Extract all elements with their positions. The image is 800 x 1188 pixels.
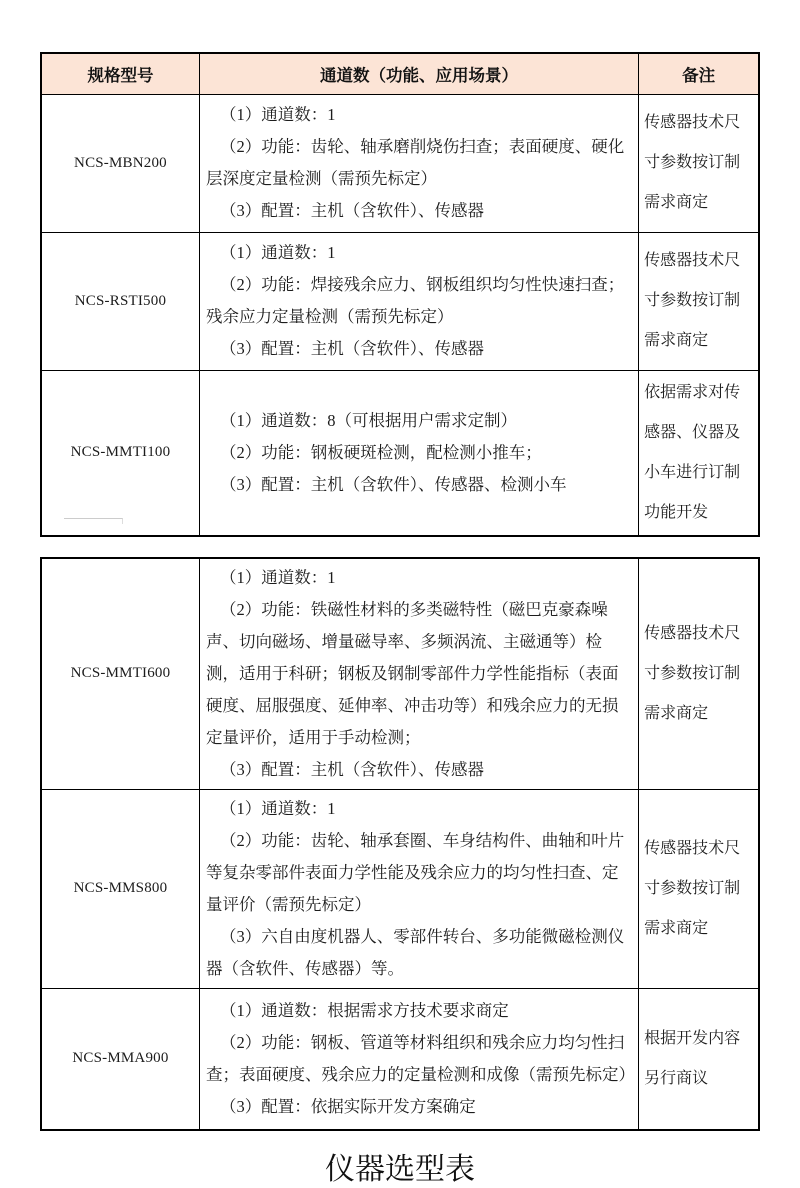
table-row bbox=[41, 370, 759, 536]
config-item: （3）六自由度机器人、零部件转台、多功能微磁检测仪器（含软件、传感器）等。 bbox=[205, 926, 625, 978]
function-item: （2）功能：铁磁性材料的多类磁特性（磁巴克豪森噪声、切向磁场、增量磁导率、多频涡流、主磁通等）检测，适用于科研；钢板及钢制零部件力学性能指标（表面硬度、屈服强度、延伸率、冲击功等）和残余应力的无损定量评价，适用于手动检测； bbox=[205, 599, 619, 747]
config-item: （3）配置：主机（含软件）、传感器、检测小车 bbox=[219, 474, 567, 494]
header-cell-remark: 备注 bbox=[639, 53, 759, 94]
channels-cell bbox=[199, 94, 638, 232]
channels-cell bbox=[199, 988, 638, 1130]
remark-cell: 传感器技术尺寸参数按订制需求商定 bbox=[639, 789, 759, 988]
channel-item: （1）通道数：根据需求方技术要求商定 bbox=[219, 1000, 509, 1020]
header-cell-channels: 通道数（功能、应用场景） bbox=[199, 53, 638, 94]
table-row bbox=[41, 94, 759, 232]
model-cell: NCS-MMA900 bbox=[41, 988, 199, 1130]
channels-cell bbox=[199, 232, 638, 370]
table-row bbox=[41, 232, 759, 370]
remark-cell: 传感器技术尺寸参数按订制需求商定 bbox=[639, 94, 759, 232]
table-caption: 仪器选型表 bbox=[325, 1153, 475, 1186]
channels-cell bbox=[199, 370, 638, 536]
spec-table-upper bbox=[40, 52, 760, 537]
config-item: （3）配置：主机（含软件）、传感器 bbox=[219, 759, 484, 779]
model-cell: NCS-MBN200 bbox=[41, 94, 199, 232]
function-item: （2）功能：钢板、管道等材料组织和残余应力均匀性扫查；表面硬度、残余应力的定量检测和成像（需预先标定） bbox=[205, 1032, 635, 1084]
remark-cell: 根据开发内容另行商议 bbox=[639, 988, 759, 1130]
remark-cell: 传感器技术尺寸参数按订制需求商定 bbox=[639, 232, 759, 370]
function-item: （2）功能：齿轮、轴承套圈、车身结构件、曲轴和叶片等复杂零部件表面力学性能及残余应力的均匀性扫查、定量评价（需预先标定） bbox=[205, 830, 625, 914]
model-cell: NCS-MMS800 bbox=[41, 789, 199, 988]
config-item: （3）配置：主机（含软件）、传感器 bbox=[219, 339, 484, 358]
model-cell: NCS-MMTI100 bbox=[41, 370, 199, 536]
channel-item: （1）通道数：1 bbox=[219, 105, 336, 124]
table-row bbox=[41, 988, 759, 1130]
config-item: （3）配置：依据实际开发方案确定 bbox=[219, 1096, 476, 1116]
table-gap bbox=[40, 537, 760, 557]
channel-item: （1）通道数：8（可根据用户需求定制） bbox=[219, 410, 517, 430]
header-cell-model: 规格型号 bbox=[41, 53, 199, 94]
spec-table-lower bbox=[40, 557, 760, 1132]
table-row bbox=[41, 789, 759, 988]
remark-cell: 传感器技术尺寸参数按订制需求商定 bbox=[639, 558, 759, 790]
function-item: （2）功能：齿轮、轴承磨削烧伤扫查；表面硬度、硬化层深度定量检测（需预先标定） bbox=[205, 137, 625, 188]
table-row bbox=[41, 558, 759, 790]
model-cell: NCS-MMTI600 bbox=[41, 558, 199, 790]
model-cell: NCS-RSTI500 bbox=[41, 232, 199, 370]
channel-item: （1）通道数：1 bbox=[219, 798, 336, 818]
config-item: （3）配置：主机（含软件）、传感器 bbox=[219, 201, 484, 220]
channels-cell bbox=[199, 558, 638, 790]
channel-item: （1）通道数：1 bbox=[219, 567, 336, 587]
channel-item: （1）通道数：1 bbox=[219, 243, 336, 262]
channels-cell bbox=[199, 789, 638, 988]
function-item: （2）功能：焊接残余应力、钢板组织均匀性快速扫查；残余应力定量检测（需预先标定） bbox=[205, 275, 625, 326]
scan-artifact-mark bbox=[64, 518, 123, 524]
table-header-row bbox=[41, 53, 759, 94]
function-item: （2）功能：钢板硬斑检测，配检测小推车； bbox=[219, 442, 542, 462]
remark-cell: 依据需求对传感器、仪器及小车进行订制功能开发 bbox=[639, 370, 759, 536]
